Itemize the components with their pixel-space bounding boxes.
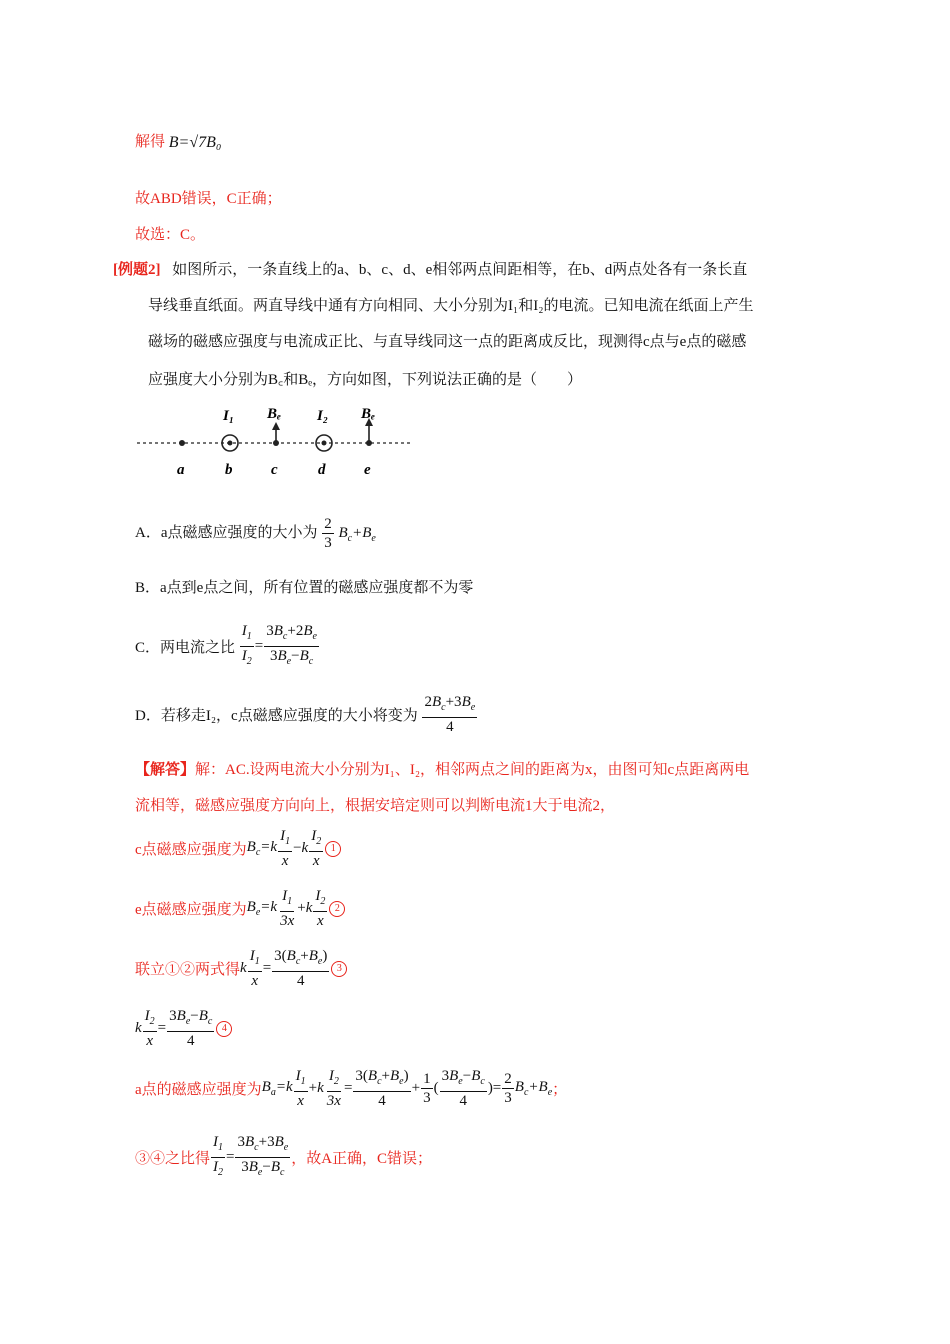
- circle-2-icon: 2: [329, 901, 345, 917]
- eq-ratio-prefix: ③④之比得: [135, 1151, 211, 1167]
- example-text-1: 如图所示，一条直线上的a、b、c、d、e相邻两点间距相等，在b、d两点处各有一条长直: [172, 262, 748, 278]
- option-d-text: D．若移走I₂，c点磁感应强度的大小将变为: [135, 708, 418, 724]
- point-a-dot: [179, 440, 185, 446]
- eq-c-prefix: c点磁感应强度为: [135, 842, 247, 858]
- option-b: B．a点到e点之间，所有位置的磁感应强度都不为零: [135, 580, 474, 596]
- frac-2-3: $\frac{2}{3}$: [324, 516, 332, 551]
- option-a-formula: $B_c+B_e$: [338, 524, 376, 544]
- circle-1-icon: 1: [325, 841, 341, 857]
- label-Be-e: Bₑ: [361, 406, 376, 422]
- label-c: c: [271, 462, 278, 478]
- example-tag: [例题2]: [113, 262, 161, 278]
- eq-ratio: ③④之比得 $\frac{I_1}{I_2}$ = $\frac{3B_c+3B_e}{3B_e-B_c}$ ，故A正确，C错误；: [135, 1134, 433, 1178]
- eq-a-prefix: a点的磁感应强度为: [135, 1082, 262, 1098]
- solve-prefix: 解得: [135, 134, 166, 150]
- frac-option-c: $\frac{3B_c+2B_e}{3B_e-B_c}$: [266, 623, 317, 667]
- option-d: [135, 693, 478, 736]
- example-line-1: [113, 258, 747, 279]
- label-I1: I₁: [223, 408, 235, 424]
- example-line-4: 应强度大小分别为B꜀和Bₑ，方向如图，下列说法正确的是（ ）: [148, 372, 583, 388]
- eq-combine: 联立①②两式得k $\frac{I_1}{x}$ = $\frac{3(B_c+B_e)}{4}$ 3: [135, 947, 348, 990]
- answer-line-2: 流相等，磁感应强度方向向上，根据安培定则可以判断电流1大于电流2，: [135, 798, 616, 814]
- frac-I1-I2: $\frac{I_1}{I_2}$: [241, 623, 252, 667]
- answer-text-1: 解：AC.设两电流大小分别为I₁、I₂，相邻两点之间的距离为x，由图可知c点距离两电: [195, 762, 750, 778]
- eq-e-prefix: e点磁感应强度为: [135, 902, 247, 918]
- circle-3-icon: 3: [331, 961, 347, 977]
- option-c-text: C．两电流之比: [135, 640, 236, 656]
- option-a: [135, 515, 376, 552]
- eq-c: c点磁感应强度为$B_c=k$ $\frac{I_1}{x}$ −k $\frac{I_2}{x}$ 1: [135, 827, 342, 870]
- label-a: a: [177, 462, 185, 478]
- option-a-text: A．a点磁感应强度的大小为: [135, 524, 318, 541]
- label-b: b: [225, 462, 233, 478]
- eq-ratio-suffix: ，故A正确，C错误；: [291, 1151, 433, 1167]
- wire-figure: [135, 400, 425, 485]
- label-e: e: [364, 462, 371, 478]
- wrong-line: 故ABD错误，C正确；: [135, 191, 282, 207]
- option-c: C．两电流之比 $\frac{I_1}{I_2}$ = $\frac{3B_c+2B_e}{3B_e-B_c}$: [135, 622, 320, 671]
- example-line-2: 导线垂直纸面。两直导线中通有方向相同、大小分别为I₁和I₂的电流。已知电流在纸面上产生: [148, 298, 754, 314]
- answer-tag: 【解答】: [135, 762, 196, 778]
- circle-4-icon: 4: [216, 1021, 232, 1037]
- choose-line: 故选：C。: [135, 227, 206, 243]
- eq-e: e点磁感应强度为$B_e=k$ $\frac{I_1}{3x}$ +k $\frac{I_2}{x}$ 2: [135, 887, 346, 930]
- solve-line: [135, 130, 221, 152]
- label-I2: I₂: [317, 408, 329, 424]
- eq-a: a点的磁感应强度为$B_a=k$ $\frac{I_1}{x}$ +k $\frac{I_2}{3x}$ = $\frac{3(B_c+B_e)}{4}$ + $\frac{1}{3}$ ( $\frac{3B_e-B_c}{4}$ )= $\frac{2}{3}$ $B_c+B_e$；: [135, 1068, 568, 1109]
- answer-line-1: [135, 758, 749, 779]
- label-Be-c: Bₑ: [267, 406, 282, 422]
- label-d: d: [318, 462, 326, 478]
- eq-combine-prefix: 联立①②两式得: [135, 962, 241, 978]
- eq-4: k $\frac{I_2}{x}$ = $\frac{3B_e-B_c}{4}$ 4: [135, 1007, 233, 1050]
- frac-option-d: $\frac{2B_c+3B_e}{4}$: [424, 694, 476, 735]
- example-line-3: 磁场的磁感应强度与电流成正比、与直导线同这一点的距离成反比，现测得c点与e点的磁感: [148, 334, 747, 350]
- solve-formula: B=√7B₀: [168, 133, 222, 151]
